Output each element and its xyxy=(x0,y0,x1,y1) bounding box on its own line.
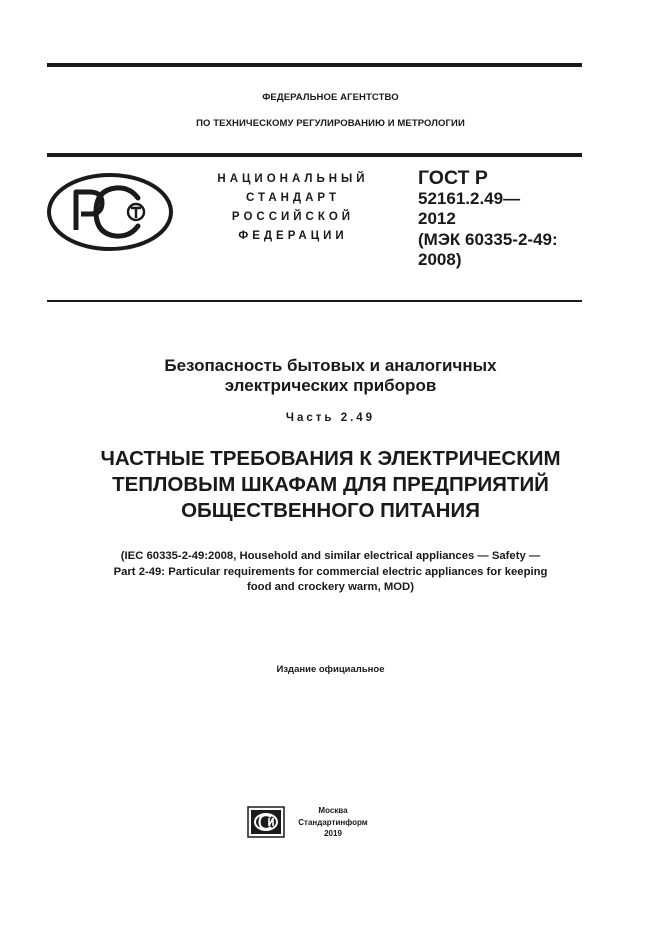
document-subtitle-line-2: ТЕПЛОВЫМ ШКАФАМ ДЛЯ ПРЕДПРИЯТИЙ xyxy=(112,473,549,496)
document-title xyxy=(0,356,661,396)
document-title-line-1: Безопасность бытовых и аналогичных xyxy=(164,356,497,375)
header-divider xyxy=(47,153,582,157)
edition-label: Издание официальное xyxy=(276,664,385,675)
document-title-line-2: электрических приборов xyxy=(224,376,437,395)
standard-number-line-5: 2008) xyxy=(418,250,462,269)
standard-number-line-1: ГОСТ Р xyxy=(418,167,488,189)
section-divider xyxy=(47,300,582,302)
international-reference-line-1: (IEC 60335-2-49:2008, Household and similar electrical appliances — Safety — xyxy=(120,550,541,562)
publication-year: 2019 xyxy=(324,829,342,838)
publisher-name: Стандартинформ xyxy=(298,817,368,827)
document-subtitle-line-1: ЧАСТНЫЕ ТРЕБОВАНИЯ К ЭЛЕКТРИЧЕСКИМ xyxy=(100,447,561,470)
agency-name-line-1: ФЕДЕРАЛЬНОЕ АГЕНТСТВО xyxy=(262,92,399,103)
publisher-city: Москва xyxy=(318,806,348,815)
standard-number-line-4: (МЭК 60335-2-49: xyxy=(418,229,558,249)
international-reference-line-2: Part 2-49: Particular requirements for commercial electric appliances for keeping xyxy=(113,565,548,578)
document-subtitle xyxy=(0,446,661,524)
standard-type-line-1: НАЦИОНАЛЬНЫЙ xyxy=(217,173,369,185)
standard-number-line-3: 2012 xyxy=(418,209,456,228)
standard-type-label xyxy=(198,170,388,246)
gost-r-logo-icon xyxy=(46,172,174,252)
agency-name-line-2: ПО ТЕХНИЧЕСКОМУ РЕГУЛИРОВАНИЮ И МЕТРОЛОГИИ xyxy=(196,118,465,129)
top-rule xyxy=(47,63,582,67)
standard-type-line-4: ФЕДЕРАЦИИ xyxy=(238,230,348,242)
standard-number xyxy=(418,168,588,271)
international-reference-line-3: food and crockery warm, MOD) xyxy=(247,581,414,593)
publisher-info xyxy=(293,805,373,840)
standard-type-line-3: РОССИЙСКОЙ xyxy=(231,211,355,223)
standartinform-logo-icon xyxy=(247,806,285,838)
standard-type-line-2: СТАНДАРТ xyxy=(246,192,340,204)
document-subtitle-line-3: ОБЩЕСТВЕННОГО ПИТАНИЯ xyxy=(181,499,480,522)
international-reference xyxy=(40,549,621,596)
part-label: Часть 2.49 xyxy=(285,412,376,424)
standard-number-line-2: 52161.2.49— xyxy=(418,188,521,208)
